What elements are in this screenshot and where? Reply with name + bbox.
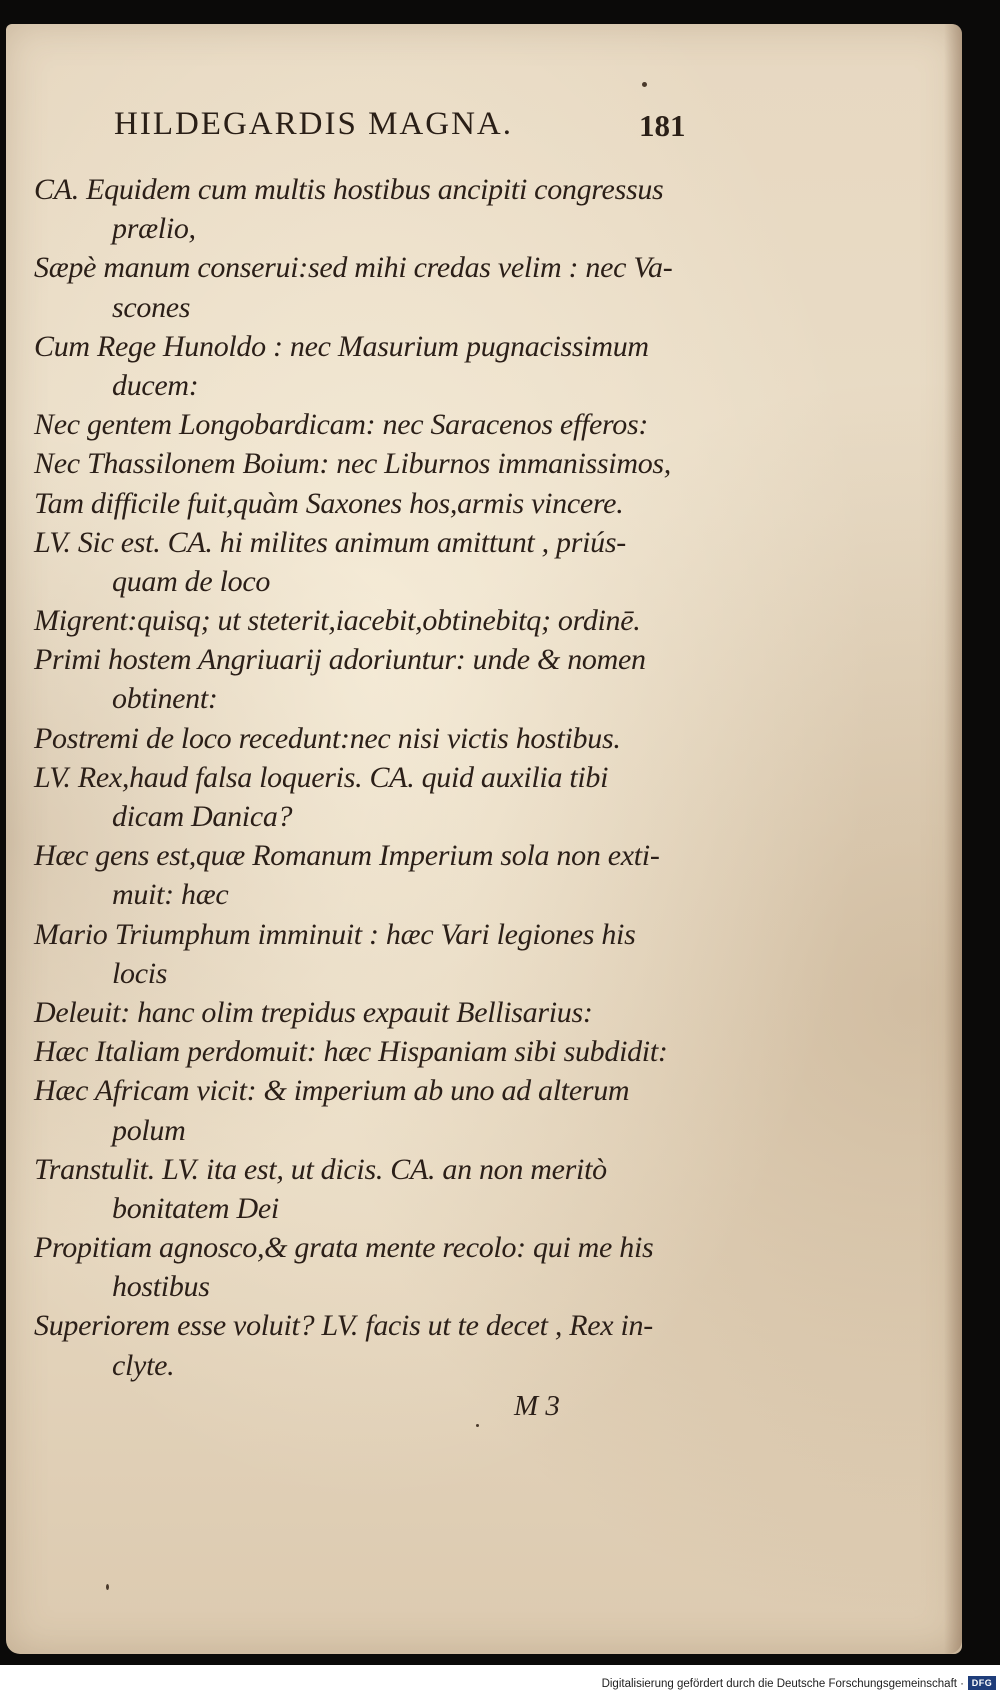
verse-line: Hæc Africam vicit: & imperium ab uno ad alterum: [34, 1074, 630, 1108]
verse-line: Postremi de loco recedunt:nec nisi victis hostibus.: [34, 721, 621, 755]
verse-line: dicam Danica?: [112, 800, 293, 833]
verse-line: hostibus: [112, 1270, 210, 1304]
footer-credit: Digitalisierung gefördert durch die Deutsche Forschungsgemeinschaft ·: [601, 1678, 964, 1690]
verse-line: Nec Thassilonem Boium: nec Liburnos immanissimos,: [34, 447, 671, 481]
verse-line: Hæc gens est,quæ Romanum Imperium sola non exti-: [34, 839, 660, 873]
verse-line: muit: hæc: [112, 878, 229, 912]
verse-line: Nec gentem Longobardicam: nec Saracenos efferos:: [34, 408, 649, 442]
page-edge-shadow: [944, 24, 962, 1654]
verse-line: LV. Sic est. CA. hi milites animum amittunt , priús-: [34, 525, 626, 559]
verse-line: polum: [112, 1113, 186, 1147]
verse-line: Primi hostem Angriuarij adoriuntur: unde & nomen: [34, 643, 646, 677]
ink-speck: [642, 82, 647, 87]
verse-line: ducem:: [112, 368, 199, 402]
verse-line: locis: [112, 956, 168, 990]
verse-line: CA. Equidem cum multis hostibus ancipiti congressus: [34, 173, 664, 206]
verse-line: Propitiam agnosco,& grata mente recolo: qui me his: [34, 1231, 654, 1265]
running-head: HILDEGARDIS MAGNA.: [114, 106, 513, 142]
signature-mark: M 3: [514, 1390, 560, 1422]
verse-line: quam de loco: [112, 564, 271, 598]
dfg-logo: DFG: [968, 1676, 996, 1690]
verse-line: clyte.: [112, 1348, 175, 1382]
verse-line: bonitatem Dei: [112, 1191, 279, 1225]
verse-line: Transtulit. LV. ita est, ut dicis. CA. an non meritò: [34, 1152, 607, 1186]
verse-line: Hæc Italiam perdomuit: hæc Hispaniam sibi subdidit:: [34, 1035, 668, 1069]
verse-line: Migrent:quisq; ut steterit,iacebit,obtinebitq; ordinē.: [34, 604, 641, 638]
verse-line: Tam difficile fuit,quàm Saxones hos,armis vincere.: [34, 486, 624, 520]
verse-line: obtinent:: [112, 682, 218, 716]
verse-line: Superiorem esse voluit? LV. facis ut te decet , Rex in-: [34, 1309, 653, 1343]
page-number: 181: [639, 108, 686, 143]
verse-text-block: [34, 170, 694, 1385]
book-page: [6, 24, 962, 1654]
verse-line: Cum Rege Hunoldo : nec Masurium pugnacissimum: [34, 329, 649, 363]
ink-speck: [106, 1584, 109, 1590]
verse-line: prælio,: [112, 212, 196, 246]
verse-line: Deleuit: hanc olim trepidus expauit Bellisarius:: [34, 995, 593, 1029]
verse-line: Mario Triumphum imminuit : hæc Vari legiones his: [34, 917, 636, 951]
verse-line: LV. Rex,haud falsa loqueris. CA. quid auxilia tibi: [34, 760, 609, 794]
verse-line: scones: [112, 290, 191, 324]
ink-speck: [476, 1424, 479, 1427]
verse-line: Sæpè manum conserui:sed mihi credas velim : nec Va-: [34, 251, 673, 285]
